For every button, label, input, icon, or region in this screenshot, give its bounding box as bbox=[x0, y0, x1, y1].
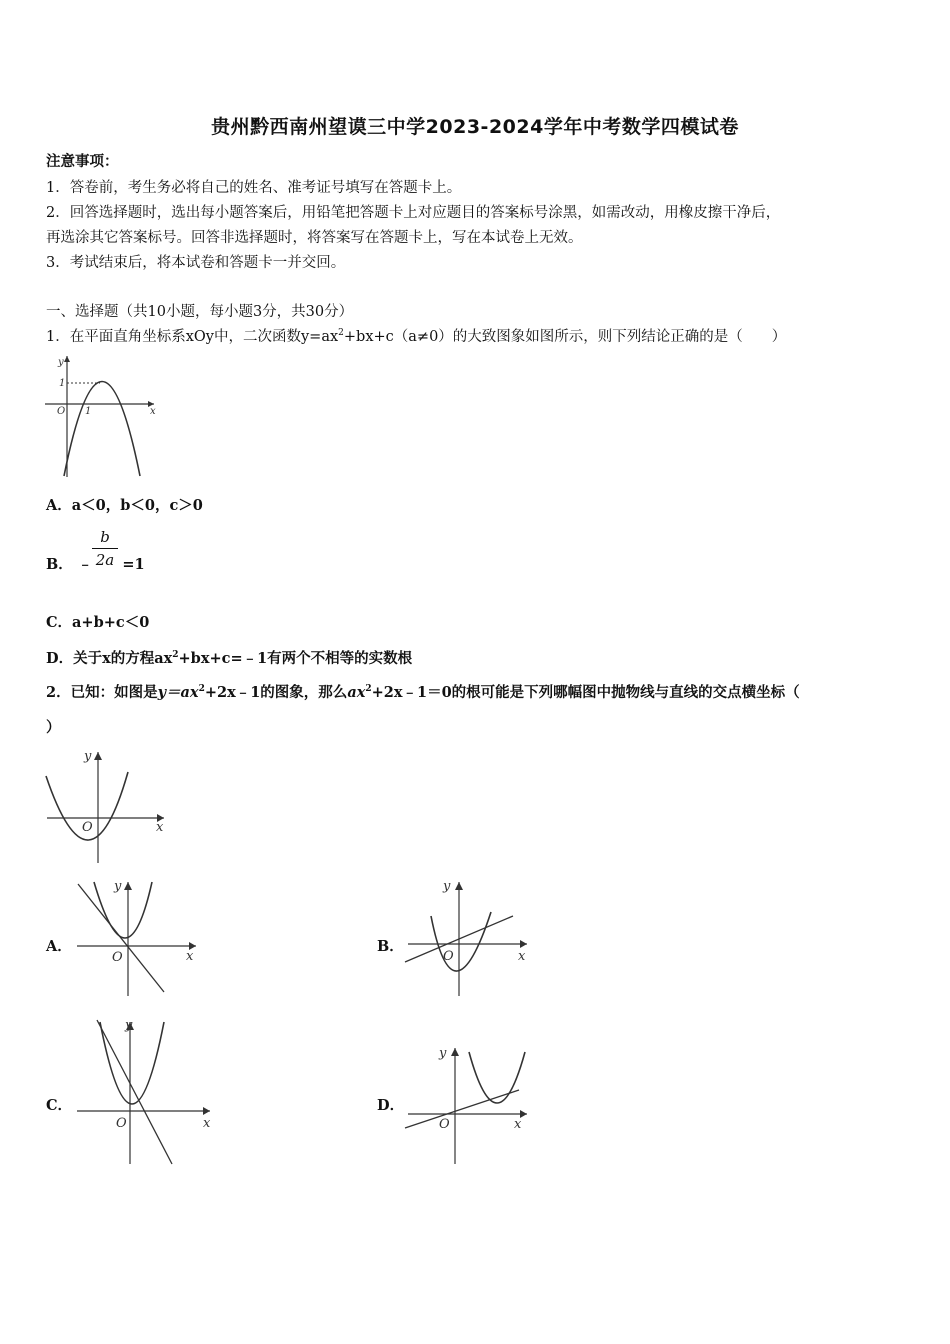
q1-option-b-fraction bbox=[92, 528, 118, 569]
note-item-1: 1．答卷前，考生务必将自己的姓名、准考证号填写在答题卡上。 bbox=[46, 180, 462, 196]
fraction-numerator: b bbox=[92, 528, 118, 549]
q1-option-a: A．a＜0，b＜0，c＞0 bbox=[46, 497, 203, 514]
question-2-stem: 2．已知：如图是$y=ax^2+2x﹣1$的图象，那么$ax^2+2x﹣1=0$的根可能是下列哪幅图中抛物线与直线的交点横坐标（ bbox=[46, 684, 800, 701]
one-x-label: 1 bbox=[85, 406, 92, 417]
q1-option-b: B． ﹣ =1 bbox=[46, 556, 145, 573]
q2-option-a-graph bbox=[72, 878, 202, 998]
straight-line bbox=[78, 884, 164, 992]
note-item-2: 2．回答选择题时，选出每小题答案后，用铅笔把答题卡上对应题目的答案标号涂黑，如需改动，用橡皮擦干净后， bbox=[46, 205, 781, 221]
straight-line bbox=[405, 1090, 519, 1128]
q1-option-c: C．a+b+c＜0 bbox=[46, 614, 150, 631]
q2-option-c-graph bbox=[72, 1018, 217, 1166]
fraction-denominator: 2a bbox=[95, 551, 115, 569]
origin-label: O bbox=[112, 950, 123, 965]
y-arrow-icon bbox=[94, 752, 102, 760]
x-label: x bbox=[203, 1116, 211, 1131]
y-label: y bbox=[58, 357, 64, 368]
q1-parabola-graph bbox=[42, 352, 162, 482]
q2-reference-graph bbox=[42, 748, 172, 868]
x-label: x bbox=[518, 949, 526, 964]
origin-label: O bbox=[439, 1117, 450, 1132]
notes-heading: 注意事项： bbox=[46, 153, 119, 170]
x-label: x bbox=[156, 820, 164, 835]
x-label: x bbox=[186, 949, 194, 964]
y-arrow-icon bbox=[455, 882, 463, 890]
q2-option-d-label: D． bbox=[377, 1097, 405, 1114]
x-label: x bbox=[514, 1117, 522, 1132]
note-item-2-cont: 再选涂其它答案标号。回答非选择题时，将答案写在答题卡上，写在本试卷上无效。 bbox=[46, 230, 583, 246]
question-2-stem-close: ） bbox=[46, 719, 61, 736]
y-label: y bbox=[114, 879, 122, 894]
origin-label: O bbox=[116, 1116, 127, 1131]
y-arrow-icon bbox=[451, 1048, 459, 1056]
parabola-curve bbox=[100, 1022, 164, 1104]
q2-option-b-label: B． bbox=[377, 938, 404, 955]
origin-label: O bbox=[57, 406, 66, 417]
one-y-label: 1 bbox=[59, 378, 66, 389]
y-arrow-icon bbox=[64, 356, 70, 362]
page-title: 贵州黔西南州望谟三中学2023-2024学年中考数学四模试卷 bbox=[211, 116, 739, 138]
x-arrow-icon bbox=[203, 1107, 210, 1115]
parabola-curve bbox=[94, 882, 152, 938]
y-label: y bbox=[443, 879, 451, 894]
q2-option-c-label: C． bbox=[46, 1097, 73, 1114]
y-label: y bbox=[84, 749, 92, 764]
x-arrow-icon bbox=[520, 940, 527, 948]
y-arrow-icon bbox=[124, 882, 132, 890]
q2-option-b-graph bbox=[403, 878, 533, 998]
x-label: x bbox=[150, 406, 156, 417]
section-heading: 一、选择题（共10小题，每小题3分，共30分） bbox=[46, 304, 354, 320]
note-item-3: 3．考试结束后，将本试卷和答题卡一并交回。 bbox=[46, 255, 346, 271]
parabola-curve bbox=[431, 912, 491, 971]
straight-line bbox=[97, 1020, 172, 1164]
q1-option-d: D．关于x的方程$ax^2+bx+c=﹣1$有两个不相等的实数根 bbox=[46, 650, 413, 667]
parabola-curve bbox=[64, 382, 140, 477]
origin-label: O bbox=[82, 820, 93, 835]
origin-label: O bbox=[443, 949, 454, 964]
parabola-curve bbox=[469, 1052, 525, 1103]
y-label: y bbox=[439, 1046, 447, 1061]
y-label: y bbox=[125, 1018, 133, 1033]
q2-option-a-label: A． bbox=[46, 938, 72, 955]
question-1-stem: 1．在平面直角坐标系xOy中，二次函数$y=ax^2+bx+c(a\ne 0)$的大致图象如图所示，则下列结论正确的是（ ） bbox=[46, 328, 787, 345]
q2-option-d-graph bbox=[403, 1044, 533, 1166]
